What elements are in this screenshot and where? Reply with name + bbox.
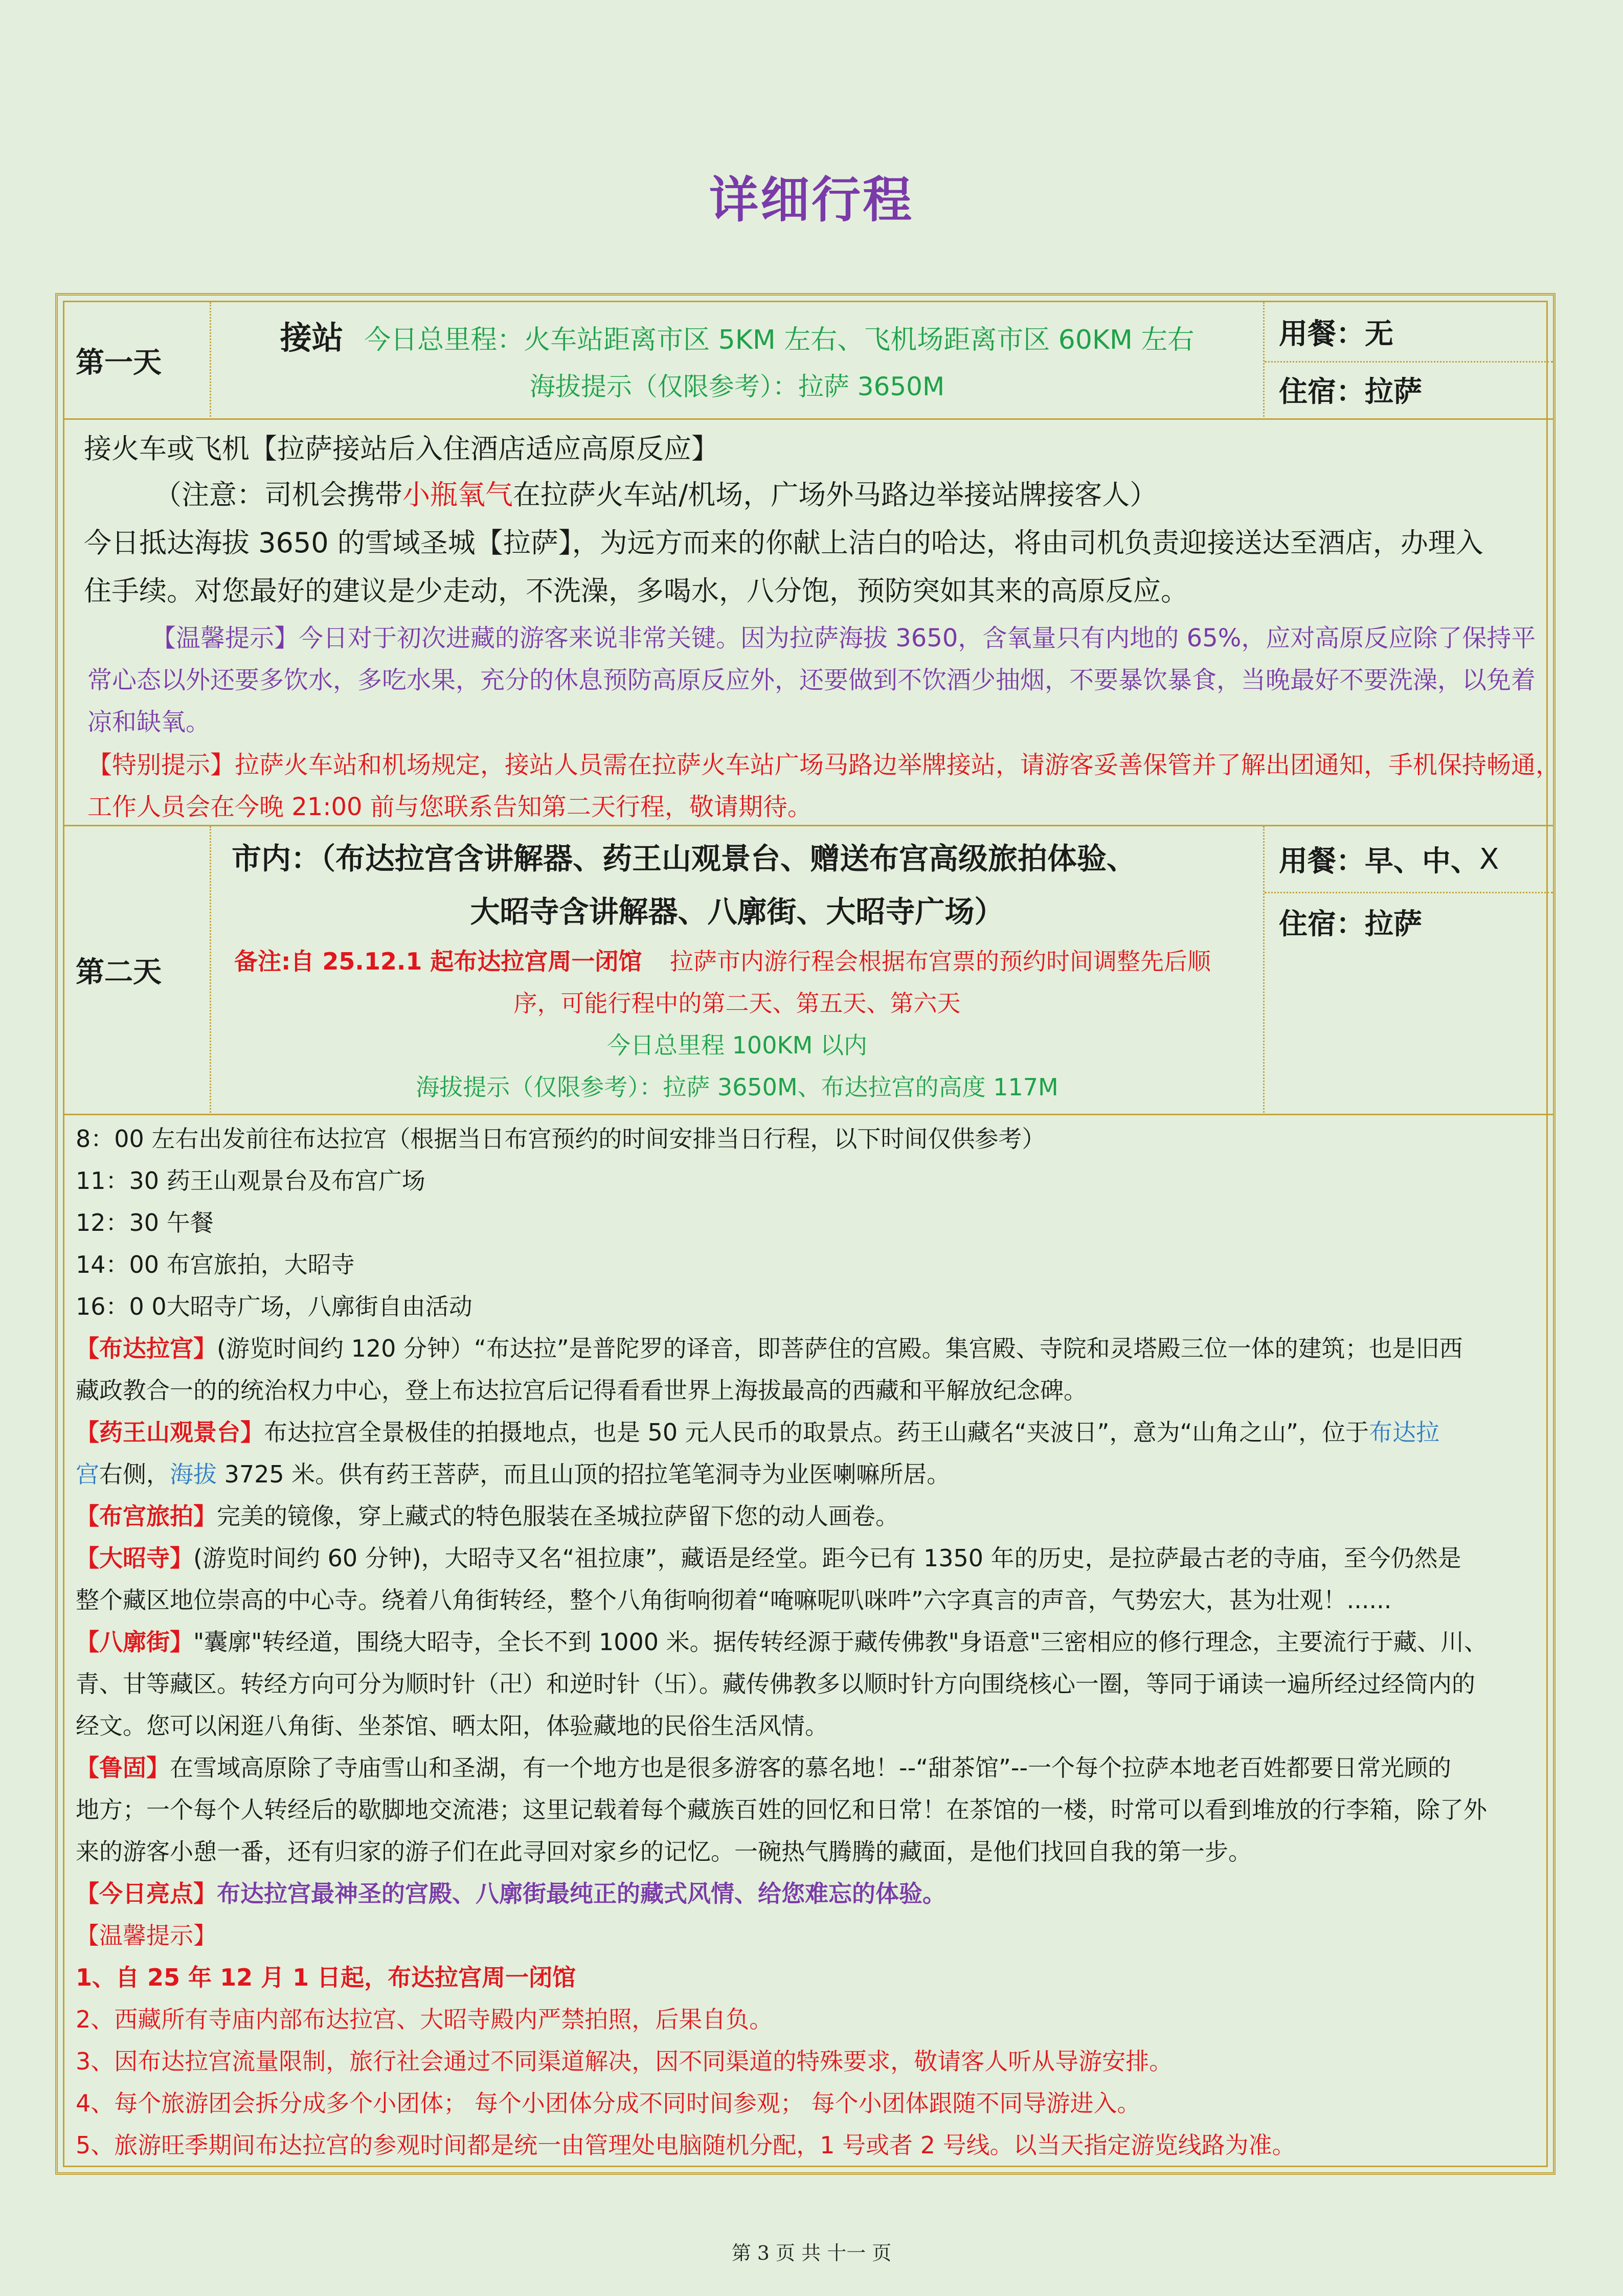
page-footer: 第 3 页 共 十一 页 <box>731 2242 892 2264</box>
lugu-line3: 来的游客小憩一番，还有归家的游子们在此寻回对家乡的记忆。一碗热气腾腾的藏面，是他们找回自我的第一步。 <box>76 1838 1252 1865</box>
day2-heading-line2: 大昭寺含讲解器、八廓街、大昭寺广场） <box>470 894 1004 929</box>
schedule-item: 14：00 布宫旅拍，大昭寺 <box>76 1251 355 1278</box>
lugu-line2: 地方；一个每个人转经后的歇脚地交流港；这里记载着每个藏族百姓的回忆和日常！在茶馆的一楼，时常可以看到堆放的行李箱，除了外 <box>76 1796 1487 1824</box>
day2-heading-line1: 市内：（布达拉宫含讲解器、药王山观景台、赠送布宫高级旅拍体验、 <box>232 841 1137 876</box>
day1-stay-value: 拉萨 <box>1365 375 1422 409</box>
barkhor-tag: 【八廓街】 <box>76 1628 193 1656</box>
day1-mileage: 今日总里程：火车站距离市区 5KM 左右、飞机场距离市区 60KM 左右 <box>364 325 1194 355</box>
day1-header <box>211 302 1263 420</box>
day1-tip-line1: 【温馨提示】今日对于初次进藏的游客来说非常关键。因为拉萨海拔 3650，含氧量只有内地的 65%，应对高原反应除了保持平 <box>151 624 1536 652</box>
day2-closure-note: 备注:自 25.12.1 起布达拉宫周一闭馆 <box>234 948 642 975</box>
day2-label: 第二天 <box>64 826 211 1115</box>
potala-line2: 藏政教合一的的统治权力中心，登上布达拉宫后记得看看世界上海拔最高的西藏和平解放纪念碑。 <box>76 1377 1087 1404</box>
lugu-tag: 【鲁固】 <box>76 1754 170 1782</box>
warm-tip-item: 2、西藏所有寺庙内部布达拉宫、大昭寺殿内严禁拍照，后果自负。 <box>76 2006 773 2033</box>
day1-label: 第一天 <box>64 302 211 420</box>
schedule-item: 16：0 0大昭寺广场，八廓街自由活动 <box>76 1293 472 1320</box>
day1-meal-value: 无 <box>1365 317 1393 351</box>
page-title: 详细行程 <box>709 171 914 229</box>
day2-altitude: 海拔提示（仅限参考）：拉萨 3650M、布达拉宫的高度 117M <box>416 1073 1058 1101</box>
potala-line1: (游览时间约 120 分钟）“布达拉”是普陀罗的译音，即菩萨住的宫殿。集宫殿、寺院和灵塔殿三位一体的建筑；也是旧西 <box>217 1335 1463 1362</box>
day1-special-line2: 工作人员会在今晚 21:00 前与您联系告知第二天行程，敬请期待。 <box>87 793 812 821</box>
warm-tip-item: 5、旅游旺季期间布达拉宫的参观时间都是统一由管理处电脑随机分配，1 号或者 2 号线。以当天指定游览线路为准。 <box>76 2131 1296 2159</box>
day1-tip-line2: 常心态以外还要多饮水，多吃水果，充分的休息预防高原反应外，还要做到不饮酒少抽烟，不要暴饮暴食，当晚最好不要洗澡，以免着 <box>87 666 1536 694</box>
jokhang-tag: 【大昭寺】 <box>76 1544 193 1572</box>
day1-note-post: 在拉萨火车站/机场，广场外马路边举接站牌接客人） <box>513 479 1158 511</box>
day1-special-line1: 【特别提示】拉萨火车站和机场规定，接站人员需在拉萨火车站广场马路边举牌接站，请游客妥善保管并了解出团通知，手机保持畅通， <box>87 751 1561 779</box>
altitude-link[interactable]: 海拔 <box>170 1460 217 1488</box>
potala-link-cont[interactable]: 宫 <box>76 1460 99 1488</box>
day2-mileage: 今日总里程 100KM 以内 <box>607 1031 867 1059</box>
jokhang-line1: (游览时间约 60 分钟)，大昭寺又名“祖拉康”，藏语是经堂。距今已有 1350 年的历史，是拉萨最古老的寺庙，至今仍然是 <box>193 1544 1461 1572</box>
warm-tip-item: 4、每个旅游团会拆分成多个小团体； 每个小团体分成不同时间参观； 每个小团体跟随不同导游进入。 <box>76 2089 1141 2117</box>
day2-stay-label: 住宿： <box>1279 908 1365 941</box>
barkhor-line1: "囊廓"转经道，围绕大昭寺，全长不到 1000 米。据传转经源于藏传佛教"身语意"三密相应的修行理念，主要流行于藏、川、 <box>193 1628 1487 1656</box>
lvpai-line: 完美的镜像，穿上藏式的特色服装在圣城拉萨留下您的动人画卷。 <box>217 1502 899 1530</box>
day1-tip-line3: 凉和缺氧。 <box>87 708 211 736</box>
day1-altitude: 海拔提示（仅限参考）：拉萨 3650M <box>529 372 945 401</box>
day1-stay-label: 住宿： <box>1279 375 1365 409</box>
highlight-line: 布达拉宫最神圣的宫殿、八廓街最纯正的藏式风情、给您难忘的体验。 <box>217 1880 946 1907</box>
day1-note-pre: （注意：司机会携带 <box>154 479 402 511</box>
yaowang-line2: 3725 米。供有药王菩萨，而且山顶的招拉笔笔洞寺为业医喇嘛所居。 <box>217 1460 951 1488</box>
itinerary-frame <box>55 293 1561 2175</box>
day1-line4: 住手续。对您最好的建议是少走动，不洗澡，多喝水，八分饱，预防突如其来的高原反应。 <box>84 575 1188 607</box>
lugu-line1: 在雪域高原除了寺庙雪山和圣湖，有一个地方也是很多游客的慕名地！--“甜茶馆”--一个每个拉萨本地老百姓都要日常光顾的 <box>170 1754 1452 1782</box>
day2-header <box>211 826 1263 1115</box>
day2-note-rest1: 拉萨市内游行程会根据布宫票的预约时间调整先后顺 <box>670 948 1211 975</box>
day1-line1: 接火车或飞机【拉萨接站后入住酒店适应高原反应】 <box>84 433 719 465</box>
day2-meal-x: X <box>1479 842 1499 876</box>
schedule-item: 11：30 药王山观景台及布宫广场 <box>76 1167 425 1195</box>
day2-meal-stay <box>1263 826 1553 1115</box>
day1-body <box>64 420 1561 826</box>
day1-meal-label: 用餐： <box>1279 317 1365 351</box>
barkhor-line2: 青、甘等藏区。转经方向可分为顺时针（卍）和逆时针（卐）。藏传佛教多以顺时针方向围绕核心一圈，等同于诵读一遍所经过经筒内的 <box>76 1670 1475 1698</box>
lvpai-tag: 【布宫旅拍】 <box>76 1502 217 1530</box>
potala-link[interactable]: 布达拉 <box>1369 1419 1440 1446</box>
warm-tip-item: 1、自 25 年 12 月 1 日起，布达拉宫周一闭馆 <box>76 1964 576 1991</box>
day1-meal-stay <box>1263 302 1553 420</box>
day1-heading: 接站 <box>280 319 344 356</box>
day1-line3: 今日抵达海拔 3650 的雪域圣城【拉萨】，为远方而来的你献上洁白的哈达，将由司机负责迎接送达至酒店，办理入 <box>84 527 1483 559</box>
day2-body <box>64 1115 1553 2164</box>
warm-tip-tag: 【温馨提示】 <box>76 1922 217 1949</box>
schedule-item: 12：30 午餐 <box>76 1209 214 1236</box>
day2-meal-label: 用餐： <box>1279 845 1365 878</box>
highlight-tag: 【今日亮点】 <box>76 1880 217 1907</box>
oxygen-note: 小瓶氧气 <box>402 479 513 511</box>
day2-stay-value: 拉萨 <box>1365 908 1422 941</box>
barkhor-line3: 经文。您可以闲逛八角街、坐茶馆、晒太阳，体验藏地的民俗生活风情。 <box>76 1712 828 1740</box>
yaowang-mid: 右侧， <box>99 1460 170 1488</box>
day2-meal-value: 早、中、 <box>1365 845 1479 878</box>
jokhang-line2: 整个藏区地位崇高的中心寺。绕着八角街转经，整个八角街响彻着“唵嘛呢叭咪吽”六字真言的声音，气势宏大，甚为壮观！...... <box>76 1586 1392 1614</box>
yaowang-tag: 【药王山观景台】 <box>76 1419 264 1446</box>
schedule-item: 8：00 左右出发前往布达拉宫（根据当日布宫预约的时间安排当日行程，以下时间仅供参考） <box>76 1125 1046 1153</box>
day2-note-rest2: 序，可能行程中的第二天、第五天、第六天 <box>513 989 961 1017</box>
itinerary-table <box>63 301 1561 2167</box>
yaowang-line1: 布达拉宫全景极佳的拍摄地点，也是 50 元人民币的取景点。药王山藏名“夹波日”，意为“山角之山”，位于 <box>264 1419 1369 1446</box>
potala-tag: 【布达拉宫】 <box>76 1335 217 1362</box>
warm-tip-item: 3、因布达拉宫流量限制，旅行社会通过不同渠道解决，因不同渠道的特殊要求，敬请客人听从导游安排。 <box>76 2047 1173 2075</box>
